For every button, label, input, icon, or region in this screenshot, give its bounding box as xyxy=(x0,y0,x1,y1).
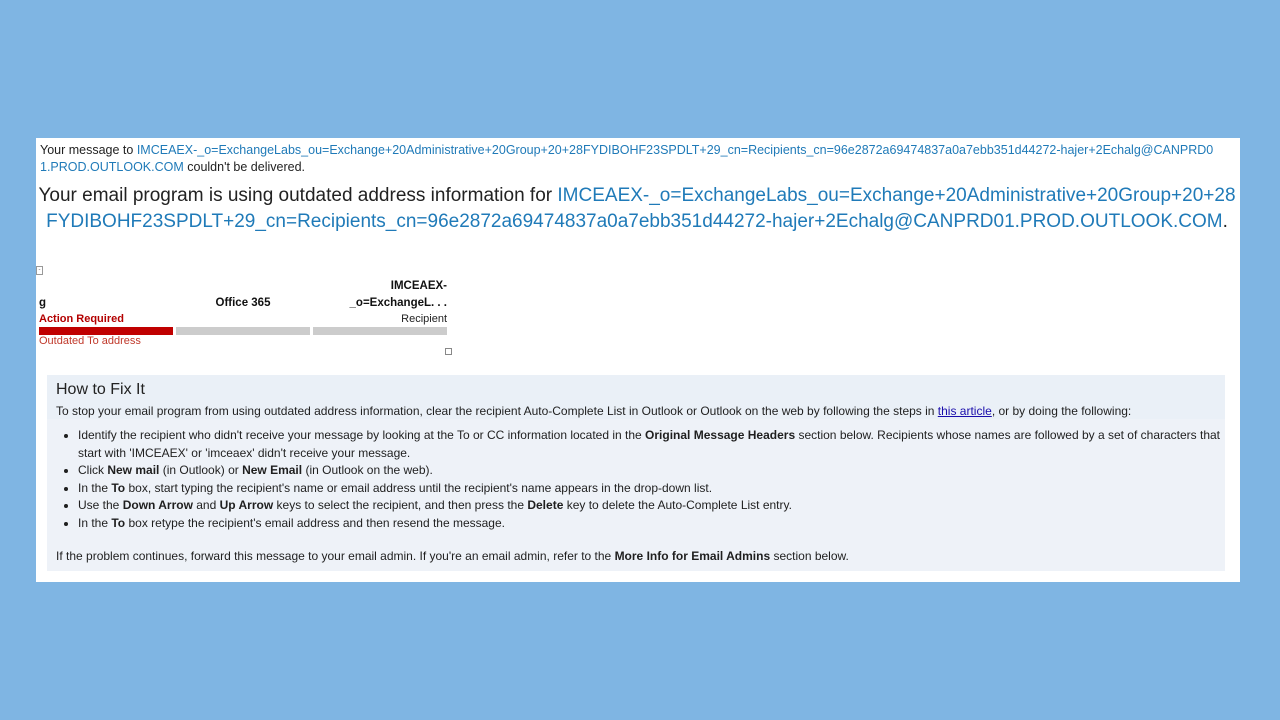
how-to-fix-title: How to Fix It xyxy=(56,381,145,398)
sender-status-bar xyxy=(39,327,173,335)
sender-title: g xyxy=(39,297,47,309)
step-bold: New Email xyxy=(242,463,303,477)
list-item xyxy=(78,515,1228,533)
step-bold: To xyxy=(111,480,126,495)
action-required-label: Action Required xyxy=(39,313,124,325)
how-to-fix-section xyxy=(47,375,1225,571)
step-bold: Up Arrow xyxy=(219,498,274,512)
footer-bold: More Info for Email Admins xyxy=(614,549,771,563)
sender-column xyxy=(39,278,173,335)
intro-suffix: couldn't be delivered. xyxy=(183,160,305,174)
step-text: (in Outlook on the web). xyxy=(302,463,433,477)
fix-intro-before: To stop your email program from using outdated address information, clear the recipient Auto-Complete List in Outlook or Outlook on the web by following the steps in xyxy=(56,404,938,418)
step-text: In the xyxy=(78,480,112,495)
this-article-link[interactable]: this article xyxy=(937,404,992,418)
recipient-address-link[interactable]: IMCEAEX-_o=ExchangeLabs_ou=Exchange+20Administrative+20Group+20+28FYDIBOHF23SPDLT+29_cn=Recipients_cn=96e2872a69474837a0a7ebb351d44272-hajer+2Echalg@CANPRD01.PROD.OUTLOOK.COM xyxy=(40,143,1214,174)
fix-intro-after: , or by doing the following: xyxy=(991,404,1132,418)
how-to-fix-intro xyxy=(56,404,1131,418)
step-bold: New mail xyxy=(107,463,160,477)
server-subtitle xyxy=(176,312,310,326)
step-text: keys to select the recipient, and then press the xyxy=(273,498,528,512)
list-item xyxy=(78,462,1228,480)
step-text: section below. Recipients whose names are followed by a set of characters that start with 'IMCEAEX' or 'imceaex' didn't receive your message. xyxy=(78,428,1221,460)
delivery-failure-intro xyxy=(40,142,1220,176)
intro-prefix: Your message to xyxy=(40,143,137,157)
fix-footer xyxy=(56,549,849,563)
recipient-title-line1: IMCEAEX- xyxy=(390,280,447,292)
headline-address-link[interactable]: IMCEAEX-_o=ExchangeLabs_ou=Exchange+20Administrative+20Group+20+28FYDIBOHF23SPDLT+29_cn=Recipients_cn=96e2872a69474837a0a7ebb351d44272-hajer+2Echalg@CANPRD01.PROD.OUTLOOK.COM xyxy=(46,185,1236,232)
step-bold: Delete xyxy=(527,498,564,512)
list-item xyxy=(78,497,1228,515)
list-item xyxy=(78,427,1228,462)
step-text: Click xyxy=(78,463,108,477)
headline xyxy=(38,183,1236,235)
step-text: Use the xyxy=(78,498,123,512)
footer-after: section below. xyxy=(770,549,849,563)
step-text: box retype the recipient's email address and then resend the message. xyxy=(125,515,505,530)
list-item xyxy=(78,480,1228,498)
step-text: and xyxy=(192,498,220,512)
collapse-icon[interactable]: - xyxy=(36,266,43,275)
recipient-title xyxy=(313,278,447,312)
headline-suffix: . xyxy=(1222,211,1228,232)
headline-prefix: Your email program is using outdated address information for xyxy=(38,185,558,206)
step-bold: Original Message Headers xyxy=(645,428,796,442)
step-text: (in Outlook) or xyxy=(159,463,243,477)
ndr-message-body xyxy=(36,138,1240,582)
footer-before: If the problem continues, forward this message to your email admin. If you're an email admin, refer to the xyxy=(56,549,615,563)
fix-steps-list xyxy=(56,427,1228,532)
recipient-label: Recipient xyxy=(401,313,447,325)
step-text: key to delete the Auto-Complete List entry. xyxy=(563,498,792,512)
step-text: box, start typing the recipient's name or email address until the recipient's name appears in the drop-down list. xyxy=(125,480,713,495)
recipient-column xyxy=(313,278,447,335)
step-text: Identify the recipient who didn't receive your message by looking at the To or CC information located in the xyxy=(78,428,646,442)
server-column xyxy=(176,278,310,335)
step-bold: To xyxy=(111,515,126,530)
server-status-bar xyxy=(176,327,310,335)
expand-box-icon[interactable] xyxy=(445,348,452,355)
recipient-title-line2: _o=ExchangeL. . . xyxy=(349,297,447,309)
server-title: Office 365 xyxy=(215,297,271,309)
recipient-status-bar xyxy=(313,327,447,335)
step-bold: Down Arrow xyxy=(122,498,193,512)
status-outdated-address: Outdated To address xyxy=(39,335,141,347)
step-text: In the xyxy=(78,515,112,530)
